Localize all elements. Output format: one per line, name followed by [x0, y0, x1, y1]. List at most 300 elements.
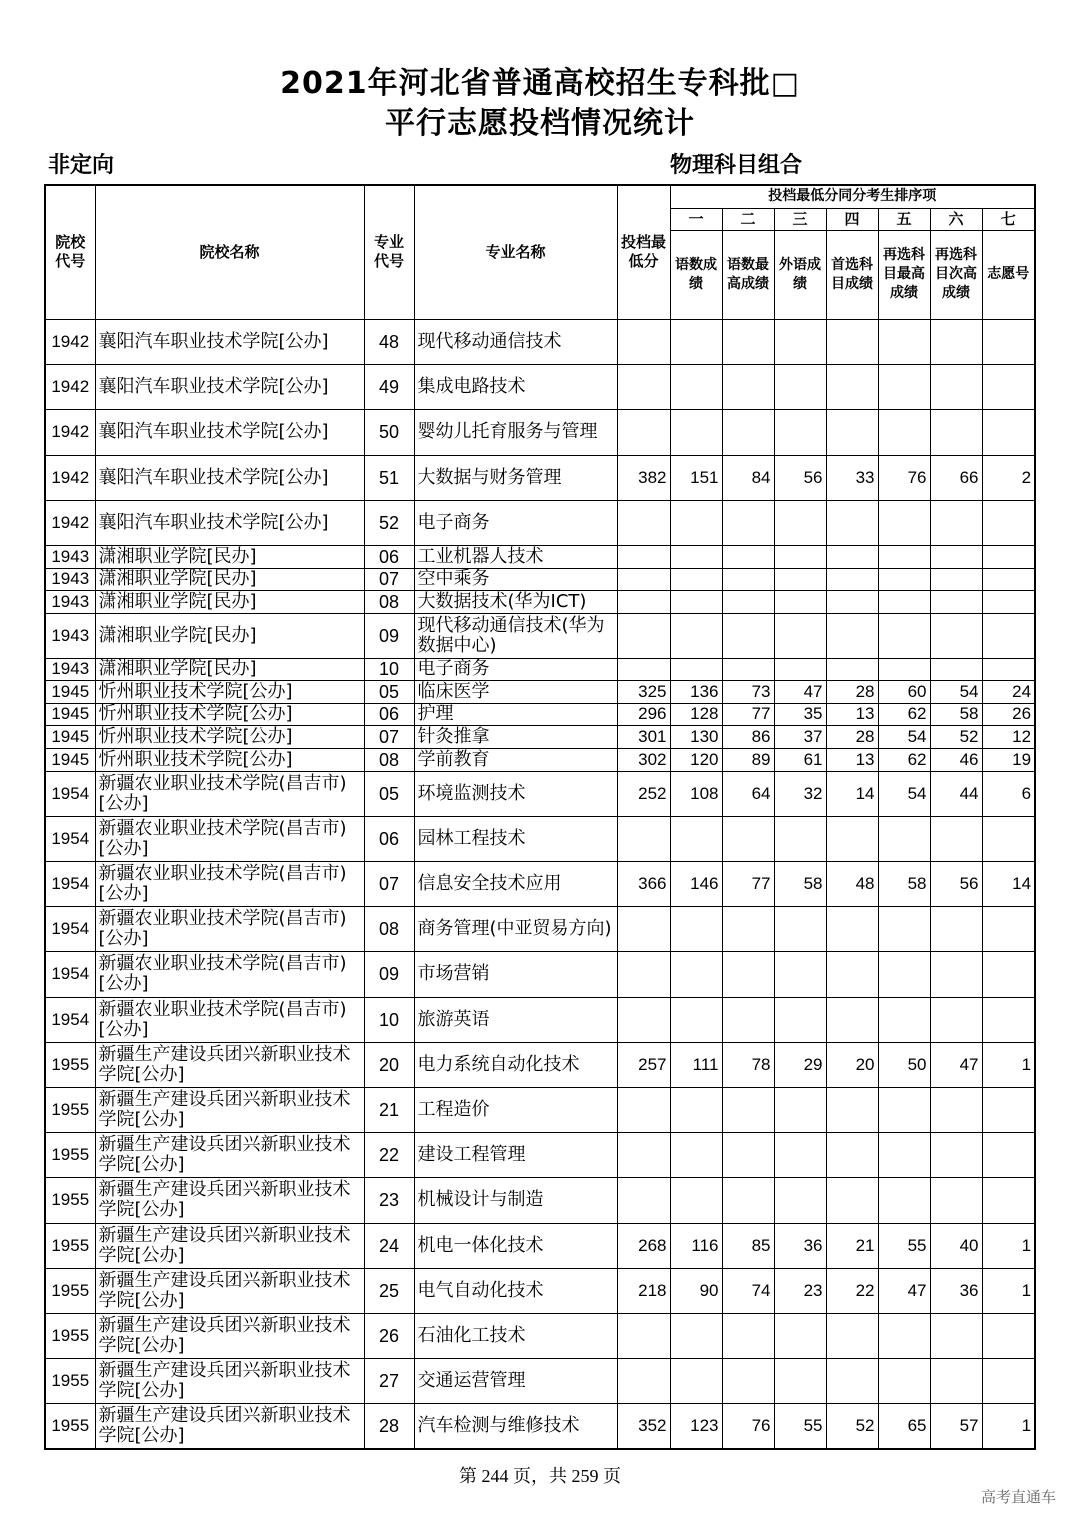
min-score-cell: 352	[617, 1403, 670, 1449]
school-name-cell: 新疆农业职业技术学院(昌吉市)[公办]	[95, 906, 364, 951]
rank-value-cell	[826, 816, 878, 861]
rank-value-cell: 13	[826, 703, 878, 725]
min-score-cell: 382	[617, 455, 670, 500]
rank-value-cell: 56	[930, 861, 982, 906]
rank-value-cell	[930, 816, 982, 861]
school-code-cell: 1954	[45, 951, 95, 997]
table-row	[45, 906, 1035, 951]
major-code-cell: 22	[364, 1132, 414, 1177]
min-score-cell	[617, 951, 670, 997]
rank-value-cell: 120	[670, 748, 722, 771]
table-row	[45, 568, 1035, 590]
school-name-cell: 潇湘职业学院[民办]	[95, 613, 364, 658]
rank-value-cell	[774, 1087, 826, 1132]
school-code-cell: 1955	[45, 1177, 95, 1223]
rank-value-cell	[930, 500, 982, 545]
rank-value-cell	[982, 1313, 1035, 1358]
rank-value-cell	[982, 545, 1035, 568]
rank-value-cell	[982, 951, 1035, 997]
rank-value-cell	[930, 1087, 982, 1132]
table-row	[45, 1132, 1035, 1177]
major-code-cell: 09	[364, 613, 414, 658]
rank-value-cell: 77	[722, 703, 774, 725]
rank-value-cell	[722, 1177, 774, 1223]
page-title: 2021年河北省普通高校招生专科批□	[280, 66, 800, 101]
rank-value-cell	[826, 319, 878, 364]
rank-value-cell: 62	[878, 748, 930, 771]
rank-value-cell: 151	[670, 455, 722, 500]
school-name-cell: 忻州职业技术学院[公办]	[95, 680, 364, 703]
rank-value-cell: 37	[774, 725, 826, 748]
rank-value-cell: 23	[774, 1268, 826, 1313]
school-code-cell: 1955	[45, 1358, 95, 1403]
rank-value-cell	[774, 613, 826, 658]
rank-value-cell: 48	[826, 861, 878, 906]
rank-value-cell: 32	[774, 771, 826, 816]
table-row	[45, 680, 1035, 703]
min-score-cell	[617, 500, 670, 545]
page-footer: 第 244 页，共 259 页	[459, 1466, 621, 1486]
rank-value-cell: 66	[930, 455, 982, 500]
rank-value-cell	[774, 816, 826, 861]
major-code-cell: 10	[364, 658, 414, 680]
min-score-cell	[617, 319, 670, 364]
header-rank-item: 志愿号	[982, 230, 1035, 319]
school-code-cell: 1955	[45, 1403, 95, 1449]
rank-value-cell	[826, 364, 878, 409]
min-score-cell	[617, 1177, 670, 1223]
rank-value-cell: 56	[774, 455, 826, 500]
rank-value-cell: 65	[878, 1403, 930, 1449]
table-row	[45, 1087, 1035, 1132]
major-name-cell: 机械设计与制造	[414, 1177, 617, 1223]
rank-value-cell	[722, 364, 774, 409]
rank-value-cell: 58	[774, 861, 826, 906]
rank-value-cell	[670, 906, 722, 951]
major-code-cell: 52	[364, 500, 414, 545]
school-name-cell: 新疆农业职业技术学院(昌吉市)[公办]	[95, 861, 364, 906]
min-score-cell: 302	[617, 748, 670, 771]
rank-value-cell	[826, 951, 878, 997]
rank-value-cell: 89	[722, 748, 774, 771]
school-name-cell: 潇湘职业学院[民办]	[95, 590, 364, 613]
major-code-cell: 24	[364, 1223, 414, 1268]
rank-value-cell	[722, 319, 774, 364]
rank-value-cell	[878, 319, 930, 364]
major-code-cell: 28	[364, 1403, 414, 1449]
rank-value-cell: 47	[774, 680, 826, 703]
rank-value-cell	[826, 590, 878, 613]
major-code-cell: 06	[364, 703, 414, 725]
table-row	[45, 590, 1035, 613]
table-row	[45, 1358, 1035, 1403]
rank-value-cell	[826, 409, 878, 455]
major-code-cell: 08	[364, 906, 414, 951]
school-code-cell: 1942	[45, 500, 95, 545]
school-code-cell: 1943	[45, 545, 95, 568]
major-name-cell: 电力系统自动化技术	[414, 1042, 617, 1087]
min-score-cell	[617, 409, 670, 455]
rank-value-cell	[878, 1358, 930, 1403]
rank-value-cell	[930, 1358, 982, 1403]
table-row	[45, 1268, 1035, 1313]
major-code-cell: 51	[364, 455, 414, 500]
major-code-cell: 06	[364, 545, 414, 568]
header-rank: 五	[878, 208, 930, 230]
rank-value-cell	[670, 568, 722, 590]
rank-value-cell: 54	[878, 771, 930, 816]
rank-value-cell: 1	[982, 1268, 1035, 1313]
major-name-cell: 婴幼儿托育服务与管理	[414, 409, 617, 455]
major-name-cell: 空中乘务	[414, 568, 617, 590]
major-code-cell: 27	[364, 1358, 414, 1403]
table-row	[45, 1177, 1035, 1223]
table-row	[45, 771, 1035, 816]
school-code-cell: 1945	[45, 703, 95, 725]
rank-value-cell	[878, 997, 930, 1042]
rank-value-cell: 58	[930, 703, 982, 725]
major-code-cell: 06	[364, 816, 414, 861]
school-name-cell: 忻州职业技术学院[公办]	[95, 703, 364, 725]
table-row	[45, 545, 1035, 568]
major-code-cell: 08	[364, 748, 414, 771]
rank-value-cell: 36	[930, 1268, 982, 1313]
rank-value-cell	[930, 568, 982, 590]
rank-value-cell	[930, 1132, 982, 1177]
rank-value-cell: 29	[774, 1042, 826, 1087]
rank-value-cell	[878, 545, 930, 568]
rank-value-cell: 28	[826, 680, 878, 703]
school-name-cell: 忻州职业技术学院[公办]	[95, 748, 364, 771]
rank-value-cell	[826, 568, 878, 590]
header-rank: 一	[670, 208, 722, 230]
header-rank-item: 再选科目次高成绩	[930, 230, 982, 319]
min-score-cell: 257	[617, 1042, 670, 1087]
rank-value-cell: 54	[878, 725, 930, 748]
rank-value-cell	[878, 658, 930, 680]
school-name-cell: 潇湘职业学院[民办]	[95, 545, 364, 568]
table-row	[45, 658, 1035, 680]
rank-value-cell: 77	[722, 861, 774, 906]
rank-value-cell	[670, 951, 722, 997]
rank-value-cell	[670, 364, 722, 409]
school-name-cell: 潇湘职业学院[民办]	[95, 658, 364, 680]
rank-value-cell: 54	[930, 680, 982, 703]
rank-value-cell	[774, 1132, 826, 1177]
rank-value-cell	[670, 545, 722, 568]
rank-value-cell: 21	[826, 1223, 878, 1268]
school-code-cell: 1954	[45, 861, 95, 906]
school-code-cell: 1942	[45, 364, 95, 409]
rank-value-cell	[774, 997, 826, 1042]
major-name-cell: 园林工程技术	[414, 816, 617, 861]
header-rank: 二	[722, 208, 774, 230]
school-code-cell: 1943	[45, 590, 95, 613]
school-code-cell: 1943	[45, 658, 95, 680]
rank-value-cell	[826, 658, 878, 680]
major-name-cell: 学前教育	[414, 748, 617, 771]
school-name-cell: 襄阳汽车职业技术学院[公办]	[95, 409, 364, 455]
table-row	[45, 409, 1035, 455]
school-code-cell: 1955	[45, 1087, 95, 1132]
rank-value-cell	[878, 364, 930, 409]
rank-value-cell: 123	[670, 1403, 722, 1449]
header-school-code: 院校代号	[45, 185, 95, 319]
rank-value-cell: 28	[826, 725, 878, 748]
rank-value-cell: 76	[878, 455, 930, 500]
min-score-cell: 218	[617, 1268, 670, 1313]
rank-value-cell	[982, 500, 1035, 545]
rank-value-cell: 24	[982, 680, 1035, 703]
table-row	[45, 1042, 1035, 1087]
rank-value-cell	[878, 1087, 930, 1132]
rank-value-cell	[930, 1313, 982, 1358]
rank-value-cell: 35	[774, 703, 826, 725]
rank-value-cell	[930, 409, 982, 455]
rank-value-cell	[774, 500, 826, 545]
school-name-cell: 新疆生产建设兵团兴新职业技术学院[公办]	[95, 1268, 364, 1313]
rank-value-cell: 22	[826, 1268, 878, 1313]
major-code-cell: 48	[364, 319, 414, 364]
rank-value-cell: 14	[826, 771, 878, 816]
rank-value-cell	[774, 409, 826, 455]
page-subtitle: 平行志愿投档情况统计	[385, 106, 695, 141]
major-code-cell: 08	[364, 590, 414, 613]
rank-value-cell	[722, 545, 774, 568]
major-name-cell: 护理	[414, 703, 617, 725]
min-score-cell: 252	[617, 771, 670, 816]
school-name-cell: 忻州职业技术学院[公办]	[95, 725, 364, 748]
rank-value-cell: 146	[670, 861, 722, 906]
rank-value-cell	[670, 658, 722, 680]
min-score-cell: 301	[617, 725, 670, 748]
rank-value-cell: 62	[878, 703, 930, 725]
school-name-cell: 新疆生产建设兵团兴新职业技术学院[公办]	[95, 1177, 364, 1223]
rank-value-cell	[722, 1313, 774, 1358]
rank-value-cell: 19	[982, 748, 1035, 771]
rank-value-cell	[722, 568, 774, 590]
rank-value-cell: 78	[722, 1042, 774, 1087]
rank-value-cell	[670, 1313, 722, 1358]
major-name-cell: 交通运营管理	[414, 1358, 617, 1403]
header-rank-item: 再选科目最高成绩	[878, 230, 930, 319]
rank-value-cell: 14	[982, 861, 1035, 906]
rank-value-cell	[878, 613, 930, 658]
rank-value-cell: 111	[670, 1042, 722, 1087]
rank-value-cell	[722, 500, 774, 545]
rank-value-cell: 86	[722, 725, 774, 748]
rank-value-cell	[982, 590, 1035, 613]
table-row	[45, 703, 1035, 725]
rank-value-cell	[774, 1313, 826, 1358]
school-code-cell: 1942	[45, 455, 95, 500]
rank-value-cell	[670, 409, 722, 455]
rank-value-cell	[878, 590, 930, 613]
rank-value-cell	[774, 319, 826, 364]
major-code-cell: 50	[364, 409, 414, 455]
school-name-cell: 新疆农业职业技术学院(昌吉市)[公办]	[95, 771, 364, 816]
rank-value-cell	[982, 816, 1035, 861]
rank-value-cell	[670, 816, 722, 861]
rank-value-cell	[982, 364, 1035, 409]
rank-value-cell	[774, 1177, 826, 1223]
rank-value-cell	[722, 613, 774, 658]
rank-value-cell: 74	[722, 1268, 774, 1313]
school-code-cell: 1955	[45, 1313, 95, 1358]
rank-value-cell	[826, 500, 878, 545]
header-rank-item: 语数最高成绩	[722, 230, 774, 319]
rank-value-cell	[774, 906, 826, 951]
major-code-cell: 23	[364, 1177, 414, 1223]
table-row	[45, 1403, 1035, 1449]
major-name-cell: 临床医学	[414, 680, 617, 703]
rank-value-cell: 47	[930, 1042, 982, 1087]
school-name-cell: 新疆生产建设兵团兴新职业技术学院[公办]	[95, 1087, 364, 1132]
min-score-cell	[617, 613, 670, 658]
rank-value-cell	[982, 1087, 1035, 1132]
rank-value-cell	[774, 951, 826, 997]
table-row	[45, 861, 1035, 906]
header-rank-item: 语数成绩	[670, 230, 722, 319]
rank-value-cell	[722, 1132, 774, 1177]
school-code-cell: 1955	[45, 1268, 95, 1313]
school-name-cell: 襄阳汽车职业技术学院[公办]	[95, 319, 364, 364]
rank-value-cell: 76	[722, 1403, 774, 1449]
header-rank: 三	[774, 208, 826, 230]
rank-value-cell: 1	[982, 1042, 1035, 1087]
rank-value-cell	[930, 364, 982, 409]
school-name-cell: 新疆生产建设兵团兴新职业技术学院[公办]	[95, 1042, 364, 1087]
rank-value-cell	[774, 658, 826, 680]
major-name-cell: 环境监测技术	[414, 771, 617, 816]
min-score-cell	[617, 568, 670, 590]
header-major-code: 专业代号	[364, 185, 414, 319]
rank-value-cell	[670, 997, 722, 1042]
rank-value-cell: 108	[670, 771, 722, 816]
rank-value-cell: 40	[930, 1223, 982, 1268]
rank-value-cell	[930, 590, 982, 613]
major-name-cell: 机电一体化技术	[414, 1223, 617, 1268]
rank-value-cell	[930, 613, 982, 658]
rank-value-cell	[982, 568, 1035, 590]
table-row	[45, 1313, 1035, 1358]
rank-value-cell	[826, 1132, 878, 1177]
major-code-cell: 07	[364, 725, 414, 748]
school-name-cell: 新疆农业职业技术学院(昌吉市)[公办]	[95, 997, 364, 1042]
rank-value-cell	[878, 951, 930, 997]
major-name-cell: 大数据技术(华为ICT)	[414, 590, 617, 613]
min-score-cell	[617, 590, 670, 613]
rank-value-cell	[930, 658, 982, 680]
rank-value-cell	[878, 568, 930, 590]
school-code-cell: 1943	[45, 568, 95, 590]
school-name-cell: 新疆生产建设兵团兴新职业技术学院[公办]	[95, 1132, 364, 1177]
min-score-cell	[617, 906, 670, 951]
rank-value-cell: 57	[930, 1403, 982, 1449]
school-code-cell: 1945	[45, 748, 95, 771]
school-name-cell: 新疆生产建设兵团兴新职业技术学院[公办]	[95, 1223, 364, 1268]
school-code-cell: 1955	[45, 1223, 95, 1268]
rank-value-cell	[982, 658, 1035, 680]
rank-value-cell	[670, 590, 722, 613]
school-code-cell: 1945	[45, 725, 95, 748]
table-row	[45, 1223, 1035, 1268]
rank-value-cell	[930, 545, 982, 568]
rank-value-cell	[722, 409, 774, 455]
rank-value-cell: 26	[982, 703, 1035, 725]
min-score-cell	[617, 545, 670, 568]
rank-value-cell	[878, 1177, 930, 1223]
rank-value-cell	[670, 1177, 722, 1223]
rank-value-cell	[878, 1132, 930, 1177]
rank-value-cell	[774, 1358, 826, 1403]
rank-value-cell	[722, 816, 774, 861]
rank-value-cell: 136	[670, 680, 722, 703]
major-code-cell: 07	[364, 861, 414, 906]
major-name-cell: 大数据与财务管理	[414, 455, 617, 500]
school-name-cell: 新疆生产建设兵团兴新职业技术学院[公办]	[95, 1358, 364, 1403]
min-score-cell	[617, 1358, 670, 1403]
watermark: 高考直通车	[980, 1488, 1056, 1506]
school-code-cell: 1942	[45, 319, 95, 364]
major-name-cell: 现代移动通信技术	[414, 319, 617, 364]
header-tie-group: 投档最低分同分考生排序项	[670, 185, 1035, 208]
header-rank: 四	[826, 208, 878, 230]
school-code-cell: 1954	[45, 816, 95, 861]
rank-value-cell	[982, 409, 1035, 455]
table-row	[45, 319, 1035, 364]
rank-value-cell: 13	[826, 748, 878, 771]
min-score-cell: 296	[617, 703, 670, 725]
school-code-cell: 1945	[45, 680, 95, 703]
rank-value-cell: 52	[826, 1403, 878, 1449]
major-code-cell: 05	[364, 771, 414, 816]
school-name-cell: 襄阳汽车职业技术学院[公办]	[95, 364, 364, 409]
rank-value-cell	[826, 1358, 878, 1403]
rank-value-cell	[878, 409, 930, 455]
rank-value-cell: 20	[826, 1042, 878, 1087]
table-row	[45, 816, 1035, 861]
header-rank: 七	[982, 208, 1035, 230]
table-row	[45, 500, 1035, 545]
rank-value-cell	[670, 1132, 722, 1177]
rank-value-cell	[722, 951, 774, 997]
admission-table	[44, 184, 1036, 1450]
major-code-cell: 49	[364, 364, 414, 409]
rank-value-cell	[722, 1087, 774, 1132]
rank-value-cell	[774, 568, 826, 590]
major-name-cell: 电子商务	[414, 658, 617, 680]
major-name-cell: 电子商务	[414, 500, 617, 545]
rank-value-cell	[722, 1358, 774, 1403]
major-name-cell: 石油化工技术	[414, 1313, 617, 1358]
rank-value-cell	[930, 906, 982, 951]
rank-value-cell	[826, 545, 878, 568]
rank-value-cell	[878, 816, 930, 861]
rank-value-cell: 55	[774, 1403, 826, 1449]
rank-value-cell	[982, 319, 1035, 364]
major-code-cell: 05	[364, 680, 414, 703]
min-score-cell: 268	[617, 1223, 670, 1268]
rank-value-cell	[670, 1087, 722, 1132]
rank-value-cell	[826, 906, 878, 951]
min-score-cell	[617, 997, 670, 1042]
major-code-cell: 25	[364, 1268, 414, 1313]
major-code-cell: 10	[364, 997, 414, 1042]
rank-value-cell	[878, 1313, 930, 1358]
rank-value-cell: 85	[722, 1223, 774, 1268]
school-code-cell: 1954	[45, 771, 95, 816]
